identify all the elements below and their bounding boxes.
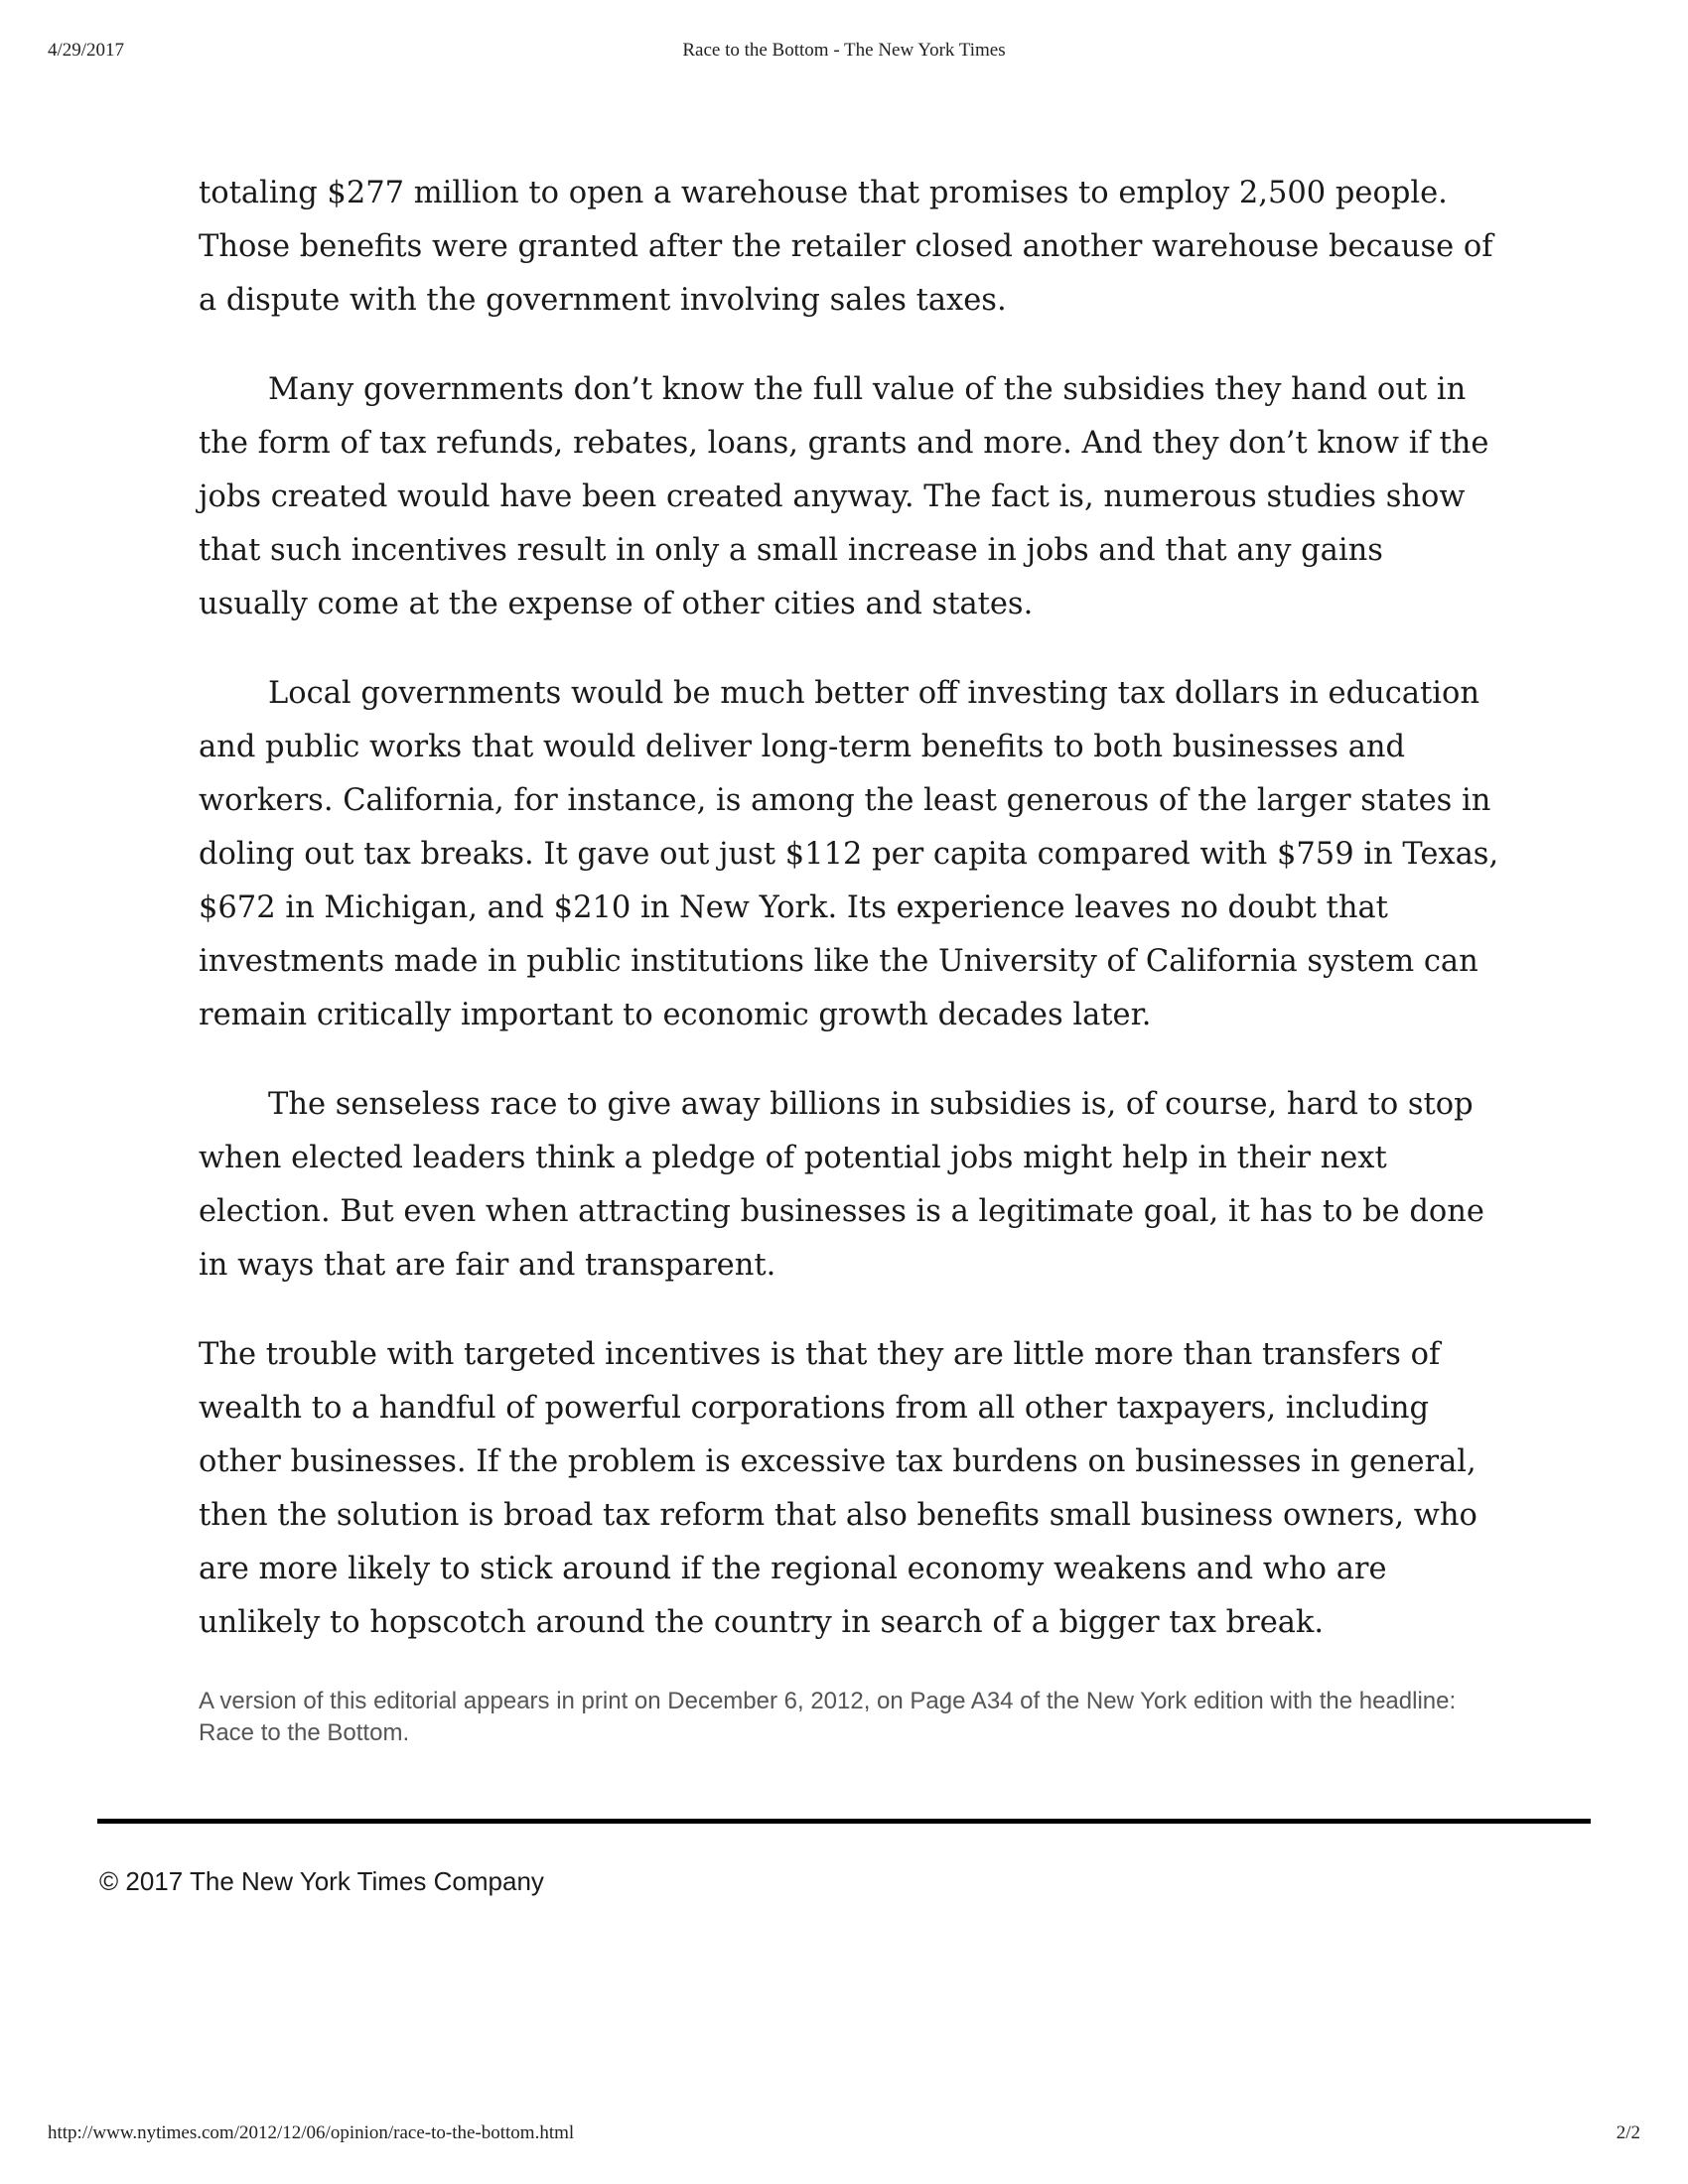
print-date: 4/29/2017: [48, 40, 125, 61]
print-url: http://www.nytimes.com/2012/12/06/opinion/race-to-the-bottom.html: [48, 2122, 575, 2143]
article-paragraph: The trouble with targeted incentives is that they are little more than transfers of wealth to a handful of powerful corporations from all other taxpayers, including other businesses. If the problem is excessive tax burdens on businesses in general, then the solution is broad tax reform that also benefits small business owners, who are more likely to stick around if the regional economy weakens and who are unlikely to hopscotch around the country in search of a bigger tax break.: [199, 1337, 1477, 1640]
article-paragraph: Many governments don’t know the full value of the subsidies they hand out in the form of tax refunds, rebates, loans, grants and more. And they don’t know if the jobs created would have been created anyway. The fact is, numerous studies show that such incentives result in only a small increase in jobs and that any gains usually come at the expense of other cities and states.: [199, 372, 1489, 621]
article-paragraph: totaling $277 million to open a warehouse that promises to employ 2,500 people. Those benefits were granted after the retailer closed another warehouse because of a dispute with the government involving sales taxes.: [199, 176, 1493, 318]
print-header: [48, 40, 1640, 69]
article-paragraph: Local governments would be much better off investing tax dollars in education and public works that would deliver long-term benefits to both businesses and workers. California, for instance, is among the least generous of the larger states in doling out tax breaks. It gave out just $112 per capita compared with $759 in Texas, $672 in Michigan, and $210 in New York. Its experience leaves no doubt that investments made in public institutions like the University of California system can remain critically important to economic growth decades later.: [199, 676, 1499, 1032]
print-footer: [48, 2122, 1640, 2152]
print-page-title: Race to the Bottom - The New York Times: [682, 40, 1006, 61]
print-page-number: 2/2: [1616, 2122, 1640, 2143]
article-body: [199, 167, 1499, 1650]
print-edition-note: A version of this editorial appears in print on December 6, 2012, on Page A34 of the New York edition with the headline: Race to the Bottom.: [199, 1688, 1457, 1746]
copyright-notice: © 2017 The New York Times Company: [99, 1866, 544, 1896]
article-paragraph: The senseless race to give away billions in subsidies is, of course, hard to stop when elected leaders think a pledge of potential jobs might help in their next election. But even when attracting businesses is a legitimate goal, it has to be done in ways that are fair and transparent.: [199, 1087, 1484, 1283]
footer-divider: [97, 1819, 1591, 1824]
